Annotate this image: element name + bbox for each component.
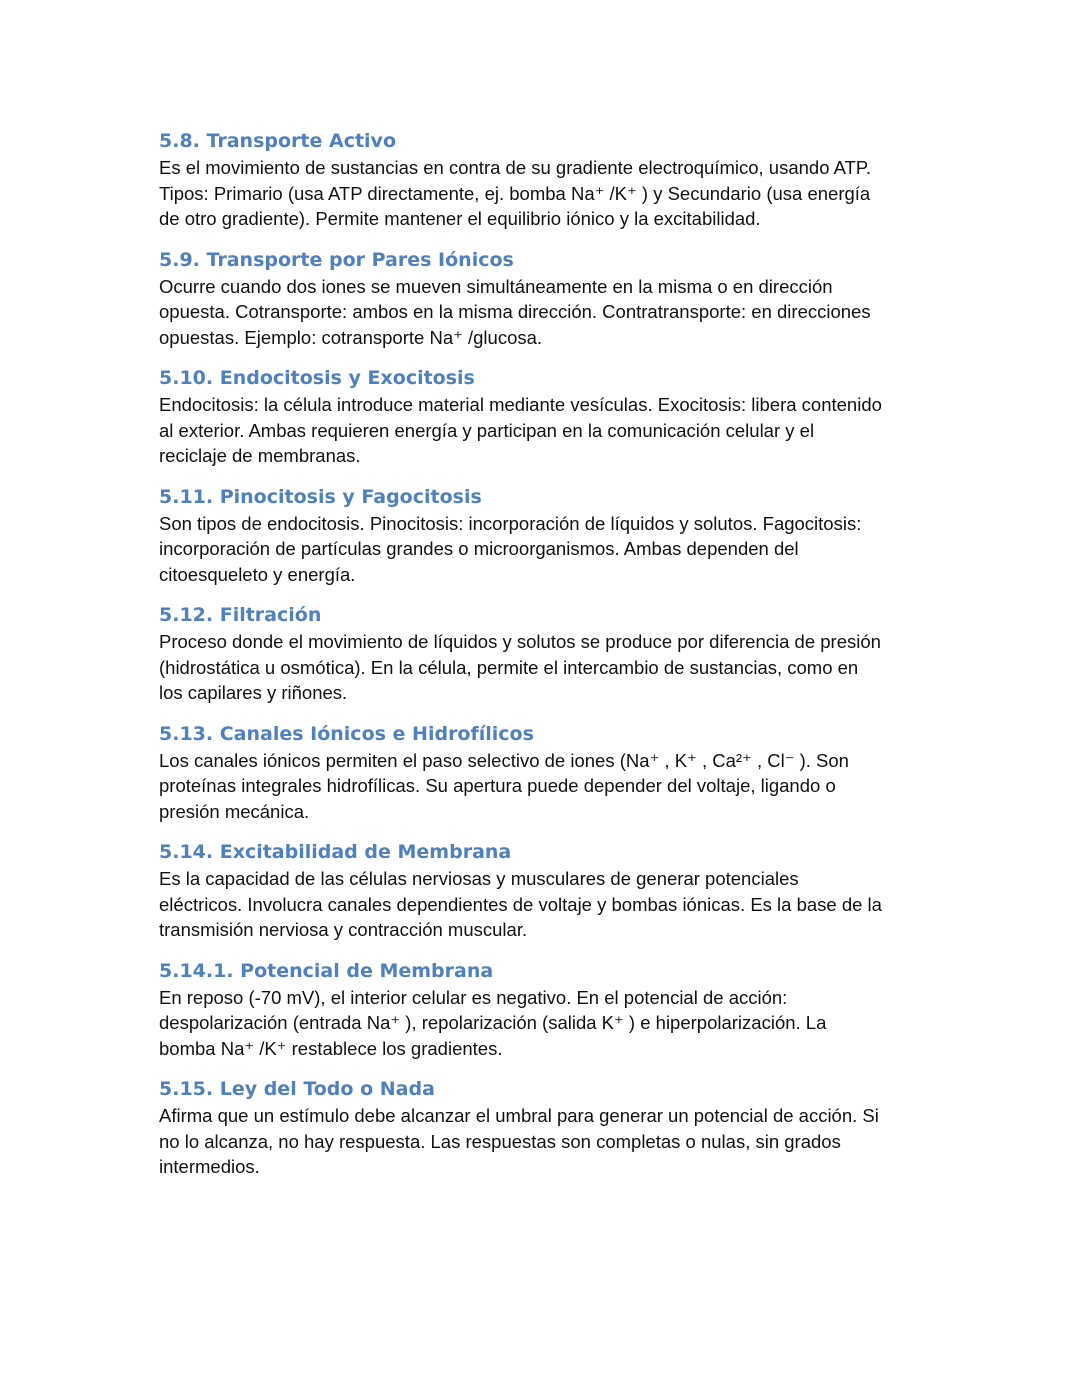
section-potencial-membrana <box>159 957 929 1062</box>
text-line: opuestas. Ejemplo: cotransporte Na⁺ /glucosa. <box>159 326 543 348</box>
text-line: bomba Na⁺ /K⁺ restablece los gradientes. <box>159 1037 503 1059</box>
section-paragraph <box>159 511 929 588</box>
section-heading: 5.11. Pinocitosis y Fagocitosis <box>159 485 482 508</box>
text-line: intermedios. <box>159 1156 260 1177</box>
section-heading: 5.13. Canales Iónicos e Hidrofílicos <box>159 722 534 745</box>
section-paragraph <box>159 629 929 706</box>
text-line: Tipos: Primario (usa ATP directamente, ej. bomba Na⁺ /K⁺ ) y Secundario (usa energía <box>159 182 871 204</box>
section-ley-todo-nada <box>159 1075 929 1180</box>
section-heading: 5.12. Filtración <box>159 604 322 626</box>
text-line: proteínas integrales hidrofílicas. Su apertura puede depender del voltaje, ligando o <box>159 775 836 796</box>
section-pinocitosis-fagocitosis <box>159 483 929 588</box>
text-line: Afirma que un estímulo debe alcanzar el umbral para generar un potencial de acción. Si <box>159 1105 879 1126</box>
section-canales-ionicos <box>159 720 929 825</box>
document-page <box>159 127 929 1194</box>
text-line: En reposo (-70 mV), el interior celular es negativo. En el potencial de acción: <box>159 986 788 1008</box>
section-heading: 5.9. Transporte por Pares Iónicos <box>159 248 514 271</box>
text-line: Los canales iónicos permiten el paso selectivo de iones (Na⁺ , K⁺ , Ca²⁺ , Cl⁻ ). Son <box>159 749 849 771</box>
text-line: Es el movimiento de sustancias en contra de su gradiente electroquímico, usando ATP. <box>159 157 871 178</box>
section-transporte-activo <box>159 127 929 232</box>
section-heading: 5.14. Excitabilidad de Membrana <box>159 841 512 863</box>
section-paragraph <box>159 748 929 825</box>
text-line: Es la capacidad de las células nerviosas y musculares de generar potenciales <box>159 868 799 889</box>
text-line: incorporación de partículas grandes o microorganismos. Ambas dependen del <box>159 538 799 559</box>
text-line: presión mecánica. <box>159 800 310 822</box>
text-line: Endocitosis: la célula introduce material mediante vesículas. Exocitosis: libera contenido <box>159 394 882 415</box>
section-paragraph <box>159 1103 929 1180</box>
section-heading: 5.15. Ley del Todo o Nada <box>159 1078 435 1100</box>
section-paragraph <box>159 985 929 1062</box>
section-heading: 5.10. Endocitosis y Exocitosis <box>159 367 475 389</box>
section-transporte-pares-ionicos <box>159 246 929 351</box>
section-endocitosis-exocitosis <box>159 364 929 469</box>
text-line: despolarización (entrada Na⁺ ), repolarización (salida K⁺ ) e hiperpolarización. La <box>159 1012 827 1033</box>
text-line: los capilares y riñones. <box>159 682 348 703</box>
text-line: (hidrostática u osmótica). En la célula, permite el intercambio de sustancias, como en <box>159 656 859 678</box>
section-paragraph <box>159 866 929 943</box>
text-line: Ocurre cuando dos iones se mueven simultáneamente en la misma o en dirección <box>159 275 833 297</box>
section-paragraph <box>159 274 929 351</box>
text-line: reciclaje de membranas. <box>159 445 361 466</box>
section-excitabilidad-membrana <box>159 838 929 943</box>
section-paragraph <box>159 392 929 469</box>
text-line: al exterior. Ambas requieren energía y participan en la comunicación celular y el <box>159 419 815 441</box>
text-line: Proceso donde el movimiento de líquidos y solutos se produce por diferencia de presión <box>159 631 881 652</box>
text-line: opuesta. Cotransporte: ambos en la misma dirección. Contratransporte: en direcciones <box>159 301 871 322</box>
text-line: citoesqueleto y energía. <box>159 563 356 585</box>
text-line: Son tipos de endocitosis. Pinocitosis: incorporación de líquidos y solutos. Fagocitosis: <box>159 512 862 534</box>
section-heading: 5.14.1. Potencial de Membrana <box>159 959 494 982</box>
section-heading: 5.8. Transporte Activo <box>159 130 396 152</box>
text-line: no lo alcanza, no hay respuesta. Las respuestas son completas o nulas, sin grados <box>159 1130 841 1152</box>
text-line: transmisión nerviosa y contracción muscular. <box>159 919 528 940</box>
section-filtracion <box>159 601 929 706</box>
text-line: eléctricos. Involucra canales dependientes de voltaje y bombas iónicas. Es la base de la <box>159 893 882 915</box>
text-line: de otro gradiente). Permite mantener el equilibrio iónico y la excitabilidad. <box>159 208 761 229</box>
section-paragraph <box>159 155 929 232</box>
